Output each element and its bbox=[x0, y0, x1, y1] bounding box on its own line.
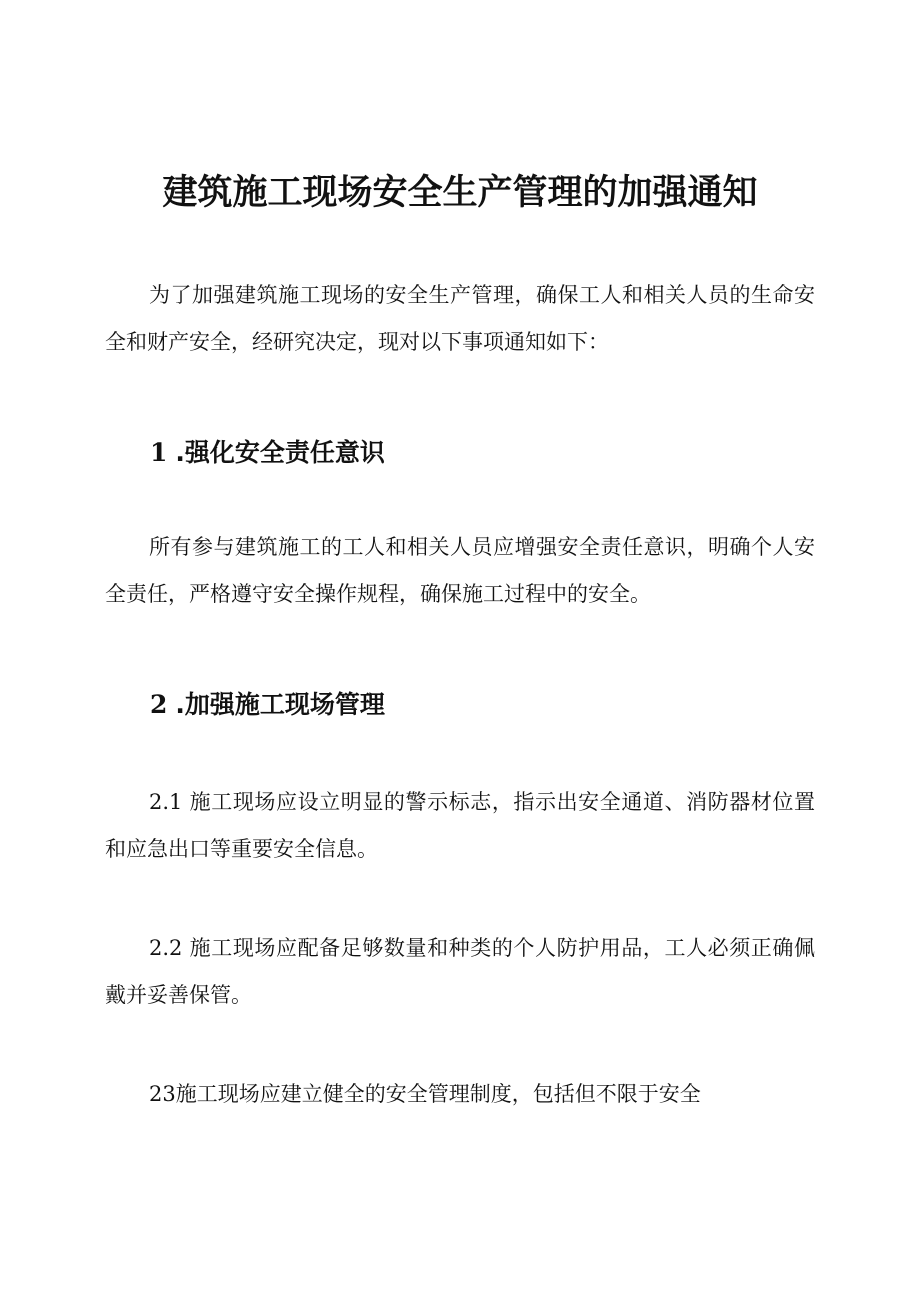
section-2-heading bbox=[150, 685, 750, 725]
section-1-body: 所有参与建筑施工的工人和相关人员应增强安全责任意识，明确个人安全责任，严格遵守安全操作规程，确保施工过程中的安全。 bbox=[105, 535, 815, 606]
section-1-heading bbox=[150, 433, 750, 473]
item-2-2: 2.2 施工现场应配备足够数量和种类的个人防护用品，工人必须正确佩戴并妥善保管。 bbox=[105, 936, 815, 1007]
section-2-number: 2 bbox=[150, 690, 168, 719]
intro-paragraph: 为了加强建筑施工现场的安全生产管理，确保工人和相关人员的生命安全和财产安全，经研究决定，现对以下事项通知如下： bbox=[105, 283, 815, 354]
document-title: 建筑施工现场安全生产管理的加强通知 bbox=[162, 173, 758, 213]
section-1-number: 1 bbox=[150, 438, 168, 467]
item-2-1: 2.1 施工现场应设立明显的警示标志，指示出安全通道、消防器材位置和应急出口等重要安全信息。 bbox=[105, 790, 815, 861]
section-1-title: .强化安全责任意识 bbox=[175, 438, 385, 467]
section-2-title: .加强施工现场管理 bbox=[175, 690, 385, 719]
item-2-3: 23施工现场应建立健全的安全管理制度，包括但不限于安全 bbox=[149, 1082, 701, 1106]
